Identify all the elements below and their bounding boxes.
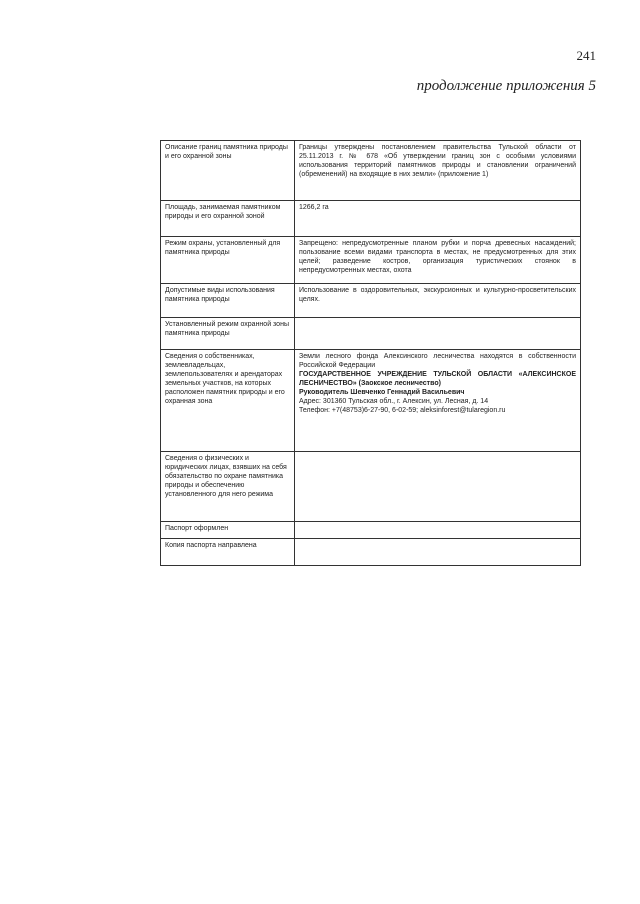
row-label: Копия паспорта направлена — [161, 539, 295, 566]
row-value: Использование в оздоровительных, экскурсионных и культурно-просветительских целях. — [295, 284, 581, 318]
nature-monument-passport-table — [160, 140, 581, 566]
table-row — [161, 237, 581, 284]
table-row — [161, 539, 581, 566]
appendix-continuation-note: продолжение приложения 5 — [416, 78, 596, 94]
row-label: Площадь, занимаемая памятником природы и его охранной зоной — [161, 201, 295, 237]
table-row — [161, 201, 581, 237]
table-row — [161, 318, 581, 350]
row-label: Сведения о собственниках, землевладельцах, землепользователях и арендаторах земельных участков, на которых расположен памятник природы и его охранная зона — [161, 350, 295, 452]
row-value: Запрещено: непредусмотренные планом рубки и порча древесных насаждений; пользование всеми видами транспорта в местах, не предусмотренных для этих целей; разведение костров, организация туристических стоянок в непредусмотренных местах, охота — [295, 237, 581, 284]
owner-organization-name: ГОСУДАРСТВЕННОЕ УЧРЕЖДЕНИЕ ТУЛЬСКОЙ ОБЛАСТИ «АЛЕКСИНСКОЕ ЛЕСНИЧЕСТВО» (Заокское лесничество) — [299, 371, 576, 387]
row-label: Описание границ памятника природы и его охранной зоны — [161, 141, 295, 201]
row-value — [295, 318, 581, 350]
table-row — [161, 452, 581, 522]
owner-address: Адрес: 301360 Тульская обл., г. Алексин, ул. Лесная, д. 14 — [299, 398, 489, 405]
page-number: 241 — [576, 48, 596, 63]
owner-phone-email: Телефон: +7(48753)6-27-90, 6-02-59; aleksinforest@tularegion.ru — [299, 407, 506, 414]
table-row — [161, 141, 581, 201]
row-label: Установленный режим охранной зоны памятника природы — [161, 318, 295, 350]
row-label: Допустимые виды использования памятника природы — [161, 284, 295, 318]
owner-head-name: Руководитель Шевченко Геннадий Васильевич — [299, 389, 465, 396]
row-value — [295, 452, 581, 522]
row-value: 1266,2 га — [295, 201, 581, 237]
row-value — [295, 522, 581, 539]
row-value: Границы утверждены постановлением правительства Тульской области от 25.11.2013 г. № 678 «Об утверждении границ зон с особыми условиями использования территорий памятников природы и становлении ограничений (обременений) на входящие в них земли» (приложение 1) — [295, 141, 581, 201]
table-row — [161, 522, 581, 539]
table-row — [161, 350, 581, 452]
row-label: Паспорт оформлен — [161, 522, 295, 539]
table-row — [161, 284, 581, 318]
row-label: Режим охраны, установленный для памятника природы — [161, 237, 295, 284]
row-value — [295, 539, 581, 566]
row-label: Сведения о физических и юридических лицах, взявших на себя обязательство по охране памятника природы и обеспечению установленного для него режима — [161, 452, 295, 522]
owner-info-cell — [295, 350, 581, 452]
owner-land-fund-text: Земли лесного фонда Алексинского лесничества находятся в собственности Российской Федерации — [299, 353, 576, 369]
